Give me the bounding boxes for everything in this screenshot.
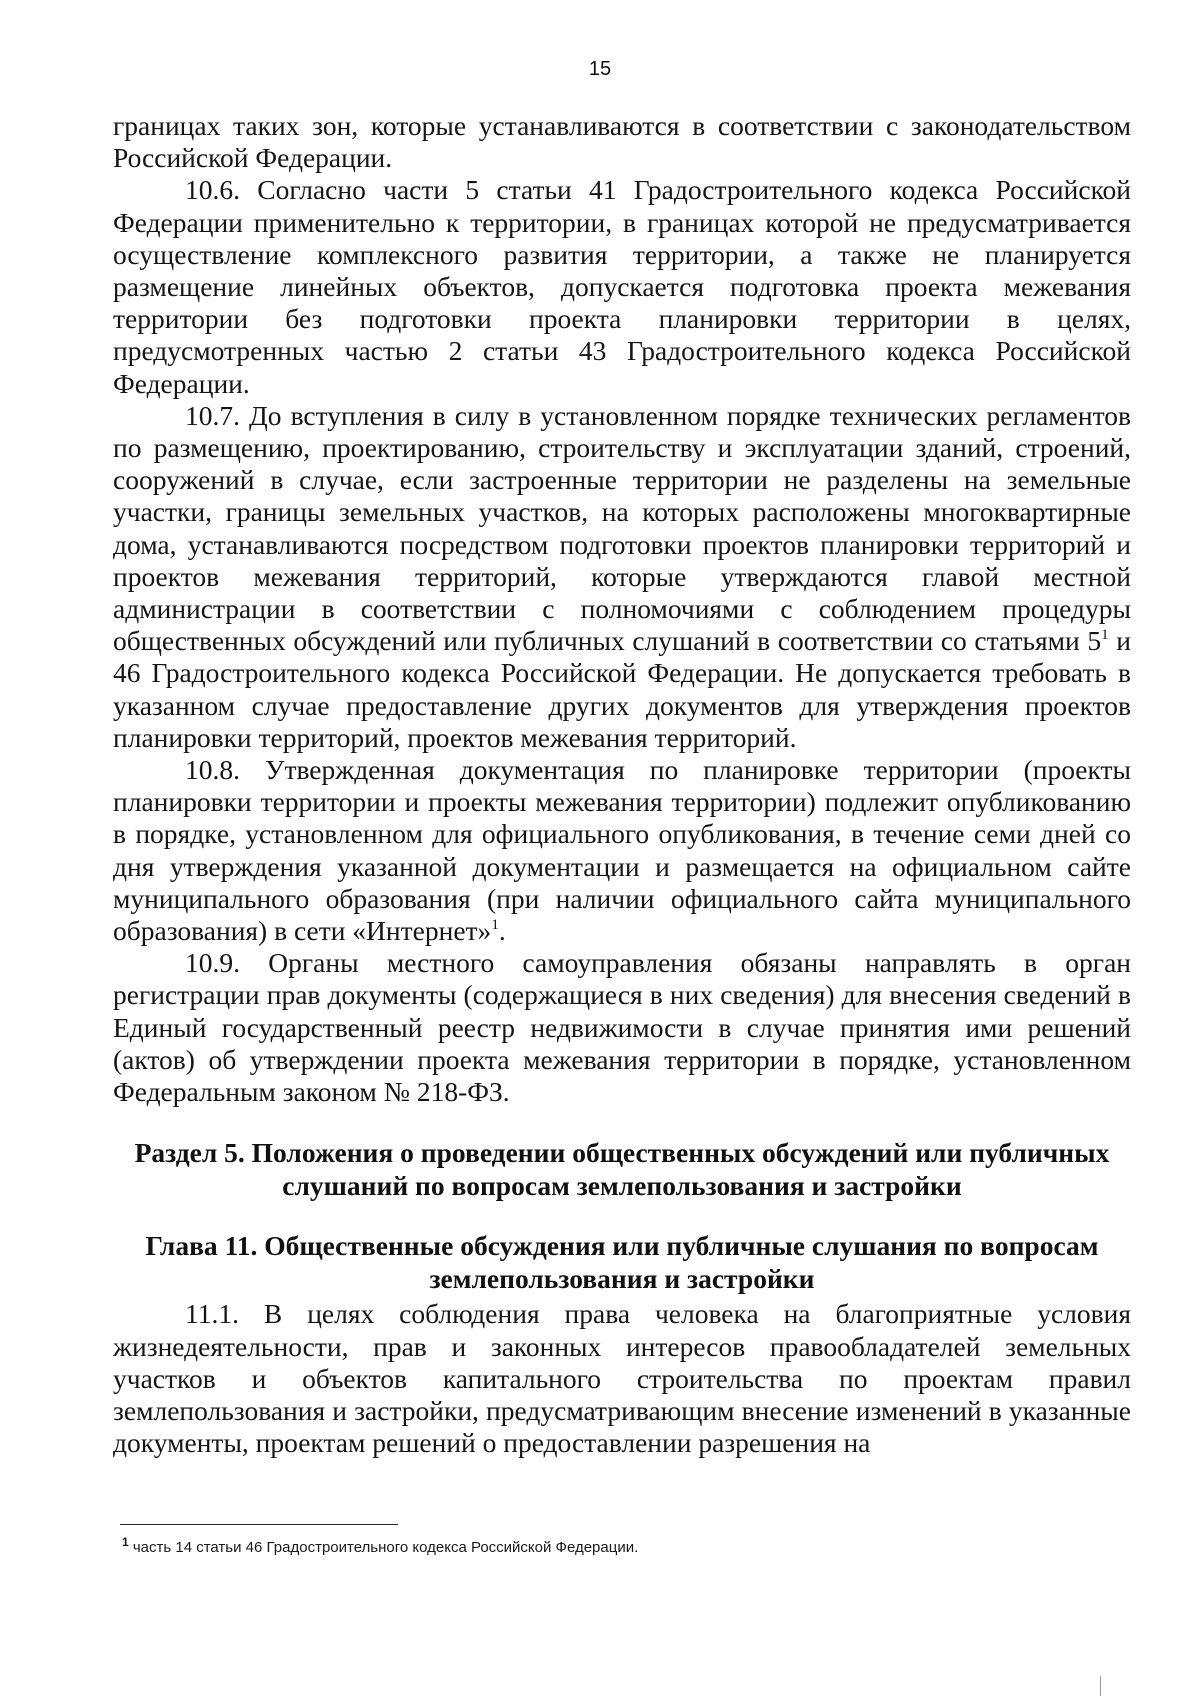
footnote-ref: 1: [1101, 627, 1109, 644]
paragraph-10-8: [113, 754, 1131, 947]
chapter-heading-line-1: Глава 11. Общественные обсуждения или публичные слушания по вопросам: [145, 1230, 1099, 1262]
footnote: [122, 1535, 1122, 1558]
paragraph-10-6: 10.6. Согласно части 5 статьи 41 Градостроительного кодекса Российской Федерации применительно к территории, в границах которой не предусматривается осуществление комплексного развития территории, а также не планируется размещение линейных объектов, допускается подготовка проекта межевания территории без подготовки проекта планировки территории в целях, предусмотренных частью 2 статьи 43 Градостроительного кодекса Российской Федерации.: [113, 174, 1131, 399]
paragraph-11-1: 11.1. В целях соблюдения права человека на благоприятные условия жизнедеятельности, прав и законных интересов правообладателей земельных участков и объектов капитального строительства по проектам правил землепользования и застройки, предусматривающим внесение изменений в указанные документы, проектам решений о предоставлении разрешения на: [113, 1298, 1131, 1459]
footnote-text: часть 14 статьи 46 Градостроительного кодекса Российской Федерации.: [128, 1539, 639, 1556]
footnote-ref: 1: [491, 917, 499, 934]
paragraph-10-8-text-b: .: [498, 915, 506, 947]
section-heading-line-2: слушаний по вопросам землепользования и застройки: [282, 1170, 962, 1202]
paragraph-10-7-text-b: и 46 Градостроительного кодекса Российской Федерации. Не допускается требовать в указанном случае предоставление других документов для утверждения проектов планировки территорий, проектов межевания территорий.: [113, 625, 1132, 753]
paragraph-10-7-text-a: 10.7. До вступления в силу в установленном порядке технических регламентов по размещению, проектированию, строительству и эксплуатации зданий, строений, сооружений в случае, если застроенные территории не разделены на земельные участки, границы земельных участков, на которых расположены многоквартирные дома, устанавливаются посредством подготовки проектов планировки территорий и проектов межевания территорий, которые утверждаются главой местной администрации в соответствии с полномочиями с соблюдением процедуры общественных обсуждений или публичных слушаний в соответствии со статьями 5: [113, 399, 1131, 657]
chapter-heading-line-2: землепользования и застройки: [429, 1263, 815, 1295]
document-body: [113, 110, 1131, 1459]
chapter-heading: [113, 1229, 1131, 1295]
paragraph-10-7: [113, 400, 1131, 754]
paragraph-10-8-text-a: 10.8. Утвержденная документация по планировке территории (проекты планировки территории и проекты межевания территории) подлежит опубликованию в порядке, установленном для официального опубликования, в течение семи дней со дня утверждения указанной документации и размещается на официальном сайте муниципального образования (при наличии официального сайта муниципального образования) в сети «Интернет»: [113, 754, 1131, 947]
footnote-separator: [120, 1524, 398, 1525]
paragraph-continuation: границах таких зон, которые устанавливаются в соответствии с законодательством Российской Федерации.: [113, 110, 1131, 174]
scan-edge-mark: [1100, 1676, 1101, 1696]
section-heading-line-1: Раздел 5. Положения о проведении общественных обсуждений или публичных: [134, 1137, 1110, 1169]
footnote-marker: 1: [122, 1535, 129, 1549]
section-heading: [113, 1136, 1131, 1202]
paragraph-10-9: 10.9. Органы местного самоуправления обязаны направлять в орган регистрации прав документы (содержащиеся в них сведения) для внесения сведений в Единый государственный реестр недвижимости в случае принятия ими решений (актов) об утверждении проекта межевания территории в порядке, установленном Федеральным законом № 218-ФЗ.: [113, 947, 1131, 1108]
page-number: 15: [588, 58, 612, 80]
